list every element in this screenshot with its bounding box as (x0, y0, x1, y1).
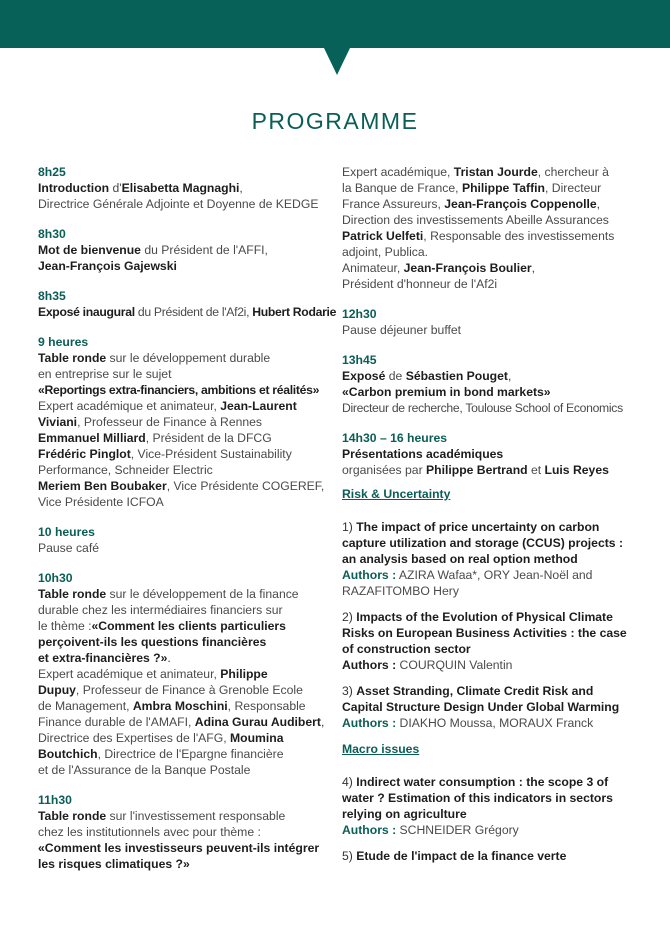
paper-item-4 (342, 774, 642, 838)
paper-title: Etude de l'impact de la finance verte (356, 849, 567, 863)
paper-number: 3) (342, 684, 357, 698)
text: , (596, 197, 601, 211)
speaker-role: Direction des investissements Abeille Assurances (342, 213, 609, 227)
paper-number: 4) (342, 775, 357, 789)
event-type: Introduction (38, 181, 110, 195)
paper-title: capture utilization and storage (CCUS) projects : (342, 536, 624, 550)
paper-number: 5) (342, 849, 357, 863)
paper-title: Impacts of the Evolution of Physical Climate (356, 610, 613, 624)
paper-title: Indirect water consumption : the scope 3 of (356, 775, 609, 789)
text: , (239, 181, 243, 195)
authors: AZIRA Wafaa*, ORY Jean-Noël and (396, 568, 593, 582)
time-label: 8h25 (38, 165, 66, 179)
text: du Président de l'Af2i, (134, 305, 253, 319)
topic-title: perçoivent-ils les questions financières (38, 635, 267, 649)
speaker-role: , Président de la DFCG (145, 431, 272, 445)
speaker-name: Viviani (38, 415, 78, 429)
speaker-name: Jean-François Gajewski (38, 259, 177, 273)
paper-title: Asset Stranding, Climate Credit Risk and (356, 684, 594, 698)
authors-label: Authors : (342, 823, 397, 837)
authors: RAZAFITOMBO Hery (342, 584, 459, 598)
speaker-name: Meriem Ben Boubaker (38, 479, 167, 493)
speaker-role: , Vice Présidente COGEREF, (166, 479, 325, 493)
time-label: 10 heures (38, 525, 95, 539)
speaker-name: Frédéric Pinglot (38, 447, 131, 461)
speaker-role: de Management, (38, 699, 133, 713)
time-label: 8h30 (38, 227, 66, 241)
schedule-item-13h45 (342, 352, 642, 416)
text: Expert académique et animateur, (38, 399, 221, 413)
paper-item-1 (342, 519, 642, 599)
speaker-role: la Banque de France, (342, 181, 462, 195)
schedule-item-10h (38, 524, 338, 556)
speaker-role: , Professeur de Finance à Grenoble Ecole (75, 683, 303, 697)
authors: COURQUIN Valentin (396, 658, 513, 672)
speaker-name: Sébastien Pouget (405, 369, 508, 383)
topic-title: «Comment les clients particuliers (91, 619, 286, 633)
event-type: Table ronde (38, 587, 107, 601)
text: Expert académique et animateur, (38, 667, 221, 681)
paper-number: 2) (342, 610, 357, 624)
paper-item-3 (342, 683, 642, 731)
text: , (320, 715, 325, 729)
speaker-role: , Responsable (227, 699, 306, 713)
speaker-role: Vice Présidente ICFOA (38, 495, 164, 509)
paper-title: Risks on European Business Activities : the case (342, 626, 627, 640)
text: en entreprise sur le sujet (38, 367, 172, 381)
organizer-name: Luis Reyes (544, 463, 609, 477)
speaker-name: Adina Gurau Audibert (194, 715, 321, 729)
paper-title: relying on agriculture (342, 807, 467, 821)
speaker-name: Tristan Jourde (453, 165, 538, 179)
speaker-role: Performance, Schneider Electric (38, 463, 213, 477)
speaker-role: , Professeur de Finance à Rennes (77, 415, 263, 429)
speaker-name: Boutchich (38, 747, 98, 761)
speaker-role: Président d'honneur de l'Af2i (342, 277, 498, 291)
text: , (507, 369, 512, 383)
event-type: Table ronde (38, 809, 107, 823)
text: d' (109, 181, 122, 195)
break-label: Pause déjeuner buffet (342, 323, 462, 337)
speaker-role: et de l'Assurance de la Banque Postale (38, 763, 251, 777)
paper-title: an analysis based on real option method (342, 552, 578, 566)
text: chez les institutionnels avec pour thème : (38, 825, 261, 839)
speaker-name: Philippe Taffin (461, 181, 545, 195)
speaker-name: Patrick Uelfeti (342, 229, 424, 243)
event-type: Table ronde (38, 351, 107, 365)
text: sur l'investissement responsable (106, 809, 286, 823)
schedule-item-11h30-continued (342, 164, 642, 292)
speaker-name: Jean-Laurent (220, 399, 297, 413)
speaker-name: Jean-François Coppenolle (444, 197, 597, 211)
schedule-item-12h30 (342, 306, 642, 338)
speaker-name: Elisabetta Magnaghi (121, 181, 240, 195)
time-label: 10h30 (38, 571, 73, 585)
paper-number: 1) (342, 520, 357, 534)
text: Animateur, (342, 261, 404, 275)
event-type: Exposé inaugural (38, 305, 135, 319)
topic-title: «Reportings extra-financiers, ambitions et réalités» (38, 383, 320, 397)
header-banner (0, 0, 670, 48)
text: durable chez les intermédiaires financiers sur (38, 603, 283, 617)
schedule-item-11h30 (38, 792, 338, 872)
time-label: 12h30 (342, 307, 377, 321)
text: Expert académique, (342, 165, 454, 179)
section-heading-macro-issues[interactable]: Macro issues (342, 742, 420, 756)
text: , (531, 261, 536, 275)
authors: DIAKHO Moussa, MORAUX Franck (396, 716, 594, 730)
speaker-role: Finance durable de l'AMAFI, (38, 715, 195, 729)
text: de (385, 369, 406, 383)
time-label: 13h45 (342, 353, 377, 367)
speaker-role: , Directrice de l'Epargne financière (97, 747, 284, 761)
programme-left-column (38, 164, 338, 886)
text: organisées par (342, 463, 427, 477)
authors-label: Authors : (342, 568, 397, 582)
paper-title: Capital Structure Design Under Global Warming (342, 700, 620, 714)
page-title: PROGRAMME (251, 108, 419, 135)
text: sur le développement de la finance (106, 587, 299, 601)
paper-item-2 (342, 609, 642, 673)
speaker-name: Philippe (220, 667, 268, 681)
banner-pointer (324, 48, 350, 75)
text: le thème : (38, 619, 92, 633)
speaker-role: , Directeur (545, 181, 602, 195)
speaker-name: Moumina (229, 731, 284, 745)
authors-label: Authors : (342, 716, 397, 730)
schedule-item-8h25 (38, 164, 338, 212)
speaker-name: Ambra Moschini (132, 699, 228, 713)
topic-title: les risques climatiques ?» (38, 857, 190, 871)
authors: SCHNEIDER Grégory (396, 823, 519, 837)
speaker-role: Directrice Générale Adjointe et Doyenne de KEDGE (38, 197, 319, 211)
schedule-item-14h30 (342, 430, 642, 478)
time-label: 11h30 (38, 793, 72, 807)
time-label: 9 heures (38, 335, 89, 349)
event-type: Mot de bienvenue (38, 243, 141, 257)
text: du Président de l'AFFI, (140, 243, 268, 257)
schedule-item-10h30 (38, 570, 338, 778)
event-type: Exposé (342, 369, 386, 383)
speaker-name: Emmanuel Milliard (38, 431, 146, 445)
event-type: Présentations académiques (342, 447, 504, 461)
speaker-role: adjoint, Publica. (342, 245, 429, 259)
time-label: 8h35 (38, 289, 66, 303)
break-label: Pause café (38, 541, 99, 555)
paper-title: water ? Estimation of this indicators in sectors (342, 791, 613, 805)
speaker-role: , Vice-Président Sustainability (130, 447, 292, 461)
organizer-name: Philippe Bertrand (426, 463, 528, 477)
speaker-role: Directeur de recherche, Toulouse School of Economics (342, 401, 623, 415)
text: . (167, 651, 171, 665)
text: sur le développement durable (106, 351, 271, 365)
speaker-name: Hubert Rodarie (252, 305, 337, 319)
speaker-name: Dupuy (38, 683, 76, 697)
paper-title: of construction sector (342, 642, 471, 656)
authors-label: Authors : (342, 658, 397, 672)
paper-title: The impact of price uncertainty on carbon (356, 520, 600, 534)
speaker-role: , Responsable des investissements (423, 229, 615, 243)
section-heading-risk-uncertainty[interactable]: Risk & Uncertainty (342, 487, 451, 501)
schedule-item-8h35 (38, 288, 338, 320)
speaker-role: , chercheur à (537, 165, 609, 179)
topic-title: et extra-financières ?» (38, 651, 168, 665)
topic-title: «Comment les investisseurs peuvent-ils intégrer (38, 841, 320, 855)
speaker-role: Directrice des Expertises de l'AFG, (38, 731, 230, 745)
schedule-item-8h30 (38, 226, 338, 274)
speaker-name: Jean-François Boulier (403, 261, 532, 275)
topic-title: «Carbon premium in bond markets» (342, 385, 551, 399)
schedule-item-9h (38, 334, 338, 510)
text: et (527, 463, 545, 477)
paper-item-5 (342, 848, 642, 864)
speaker-role: France Assureurs, (342, 197, 445, 211)
time-label: 14h30 – 16 heures (342, 431, 448, 445)
programme-right-column (342, 164, 642, 874)
